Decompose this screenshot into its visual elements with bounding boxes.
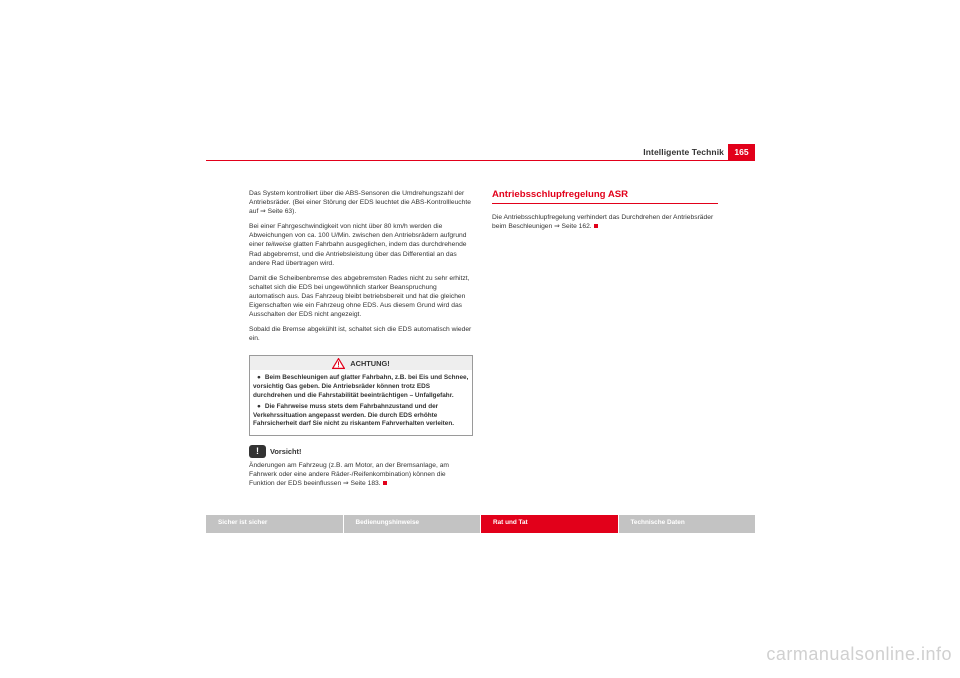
- caution-title: Vorsicht!: [270, 447, 302, 457]
- warning-title: ACHTUNG!: [350, 358, 390, 368]
- paragraph-4: Sobald die Bremse abgekühlt ist, schaltet sich die EDS automatisch wieder ein.: [249, 326, 472, 343]
- warning-item: [253, 403, 469, 429]
- tab-technische-daten[interactable]: Technische Daten: [619, 515, 756, 533]
- warning-header: [250, 356, 472, 370]
- end-mark-icon: [594, 224, 598, 228]
- bullet-icon: ●: [257, 374, 261, 382]
- caution-text-body: Änderungen am Fahrzeug (z.B. am Motor, an der Bremsanlage, am Fahrwerk oder eine andere Räder-/Reifenkombination) können die Funktion der EDS beeinflussen ⇒ Seite 183.: [249, 462, 449, 488]
- right-column: [492, 189, 718, 237]
- warning-item-text: Die Fahrweise muss stets dem Fahrbahnzustand und der Verkehrssituation angepasst werden. Die durch EDS erhöhte Fahrsicherheit darf Sie nicht zu riskantem Fahrverhalten verleiten.: [253, 402, 455, 428]
- tab-sicher-ist-sicher[interactable]: Sicher ist sicher: [206, 515, 343, 533]
- bullet-icon: ●: [257, 402, 261, 410]
- tab-bedienungshinweise[interactable]: Bedienungshinweise: [344, 515, 481, 533]
- section-text-body: Die Antriebsschlupfregelung verhindert das Durchdrehen der Antriebsräder beim Beschleunigen ⇒ Seite 162.: [492, 214, 714, 231]
- end-mark-icon: [383, 481, 387, 485]
- warning-box: [249, 355, 473, 436]
- paragraph-3: Damit die Scheibenbremse des abgebremsten Rades nicht zu sehr erhitzt, schaltet sich die EDS bei ungewöhnlich starker Beanspruchung automatisch aus. Das Fahrzeug bleibt betriebsbereit und hat die gleichen Eigenschaften wie ein Fahrzeug ohne EDS. Aus diesem Grund wird das Ausschalten der EDS nicht angezeigt.: [249, 274, 470, 319]
- paragraph-1: Das System kontrolliert über die ABS-Sensoren die Umdrehungszahl der Antriebsräder. (Bei einer Störung der EDS leuchtet die ABS-Kontrollleuchte auf ⇒ Seite 63).: [249, 190, 471, 216]
- exclamation-icon: !: [249, 445, 266, 458]
- warning-triangle-icon: [332, 358, 345, 369]
- footer-tabs: [206, 515, 755, 533]
- header-title: Intelligente Technik: [643, 147, 724, 157]
- tab-rat-und-tat[interactable]: Rat und Tat: [481, 515, 618, 533]
- header-rule: [206, 160, 755, 161]
- paragraph-2: [249, 222, 473, 267]
- paragraph-2-pre: Bei einer Fahrgeschwindigkeit von nicht über 80 km/h werden die Abweichungen von ca. 100 U/Min. zwischen den Antriebsrädern aufgrund einer: [249, 223, 467, 249]
- paragraph-2-post: glatten Fahrbahn ausgeglichen, indem das durchdrehende Rad abgebremst, und die Antriebsleistung über das Differential an das andere Rad übertragen wird.: [249, 241, 467, 267]
- section-text: [492, 213, 718, 231]
- left-column: [249, 189, 473, 494]
- caution-text: [249, 461, 473, 488]
- warning-item-text: Beim Beschleunigen auf glatter Fahrbahn, z.B. bei Eis und Schnee, vorsichtig Gas geben. Die Antriebsräder können trotz EDS durchdrehen und die Fahrstabilität beeinträchtigen – Unfallgefahr.: [253, 374, 469, 399]
- caution-header: [249, 445, 473, 458]
- paragraph-2-emphasis: teilweise: [265, 241, 292, 249]
- page-number: 165: [728, 144, 755, 160]
- warning-item: [253, 374, 469, 400]
- section-title: Antriebsschlupfregelung ASR: [492, 189, 718, 204]
- watermark: carmanualsonline.info: [766, 644, 952, 664]
